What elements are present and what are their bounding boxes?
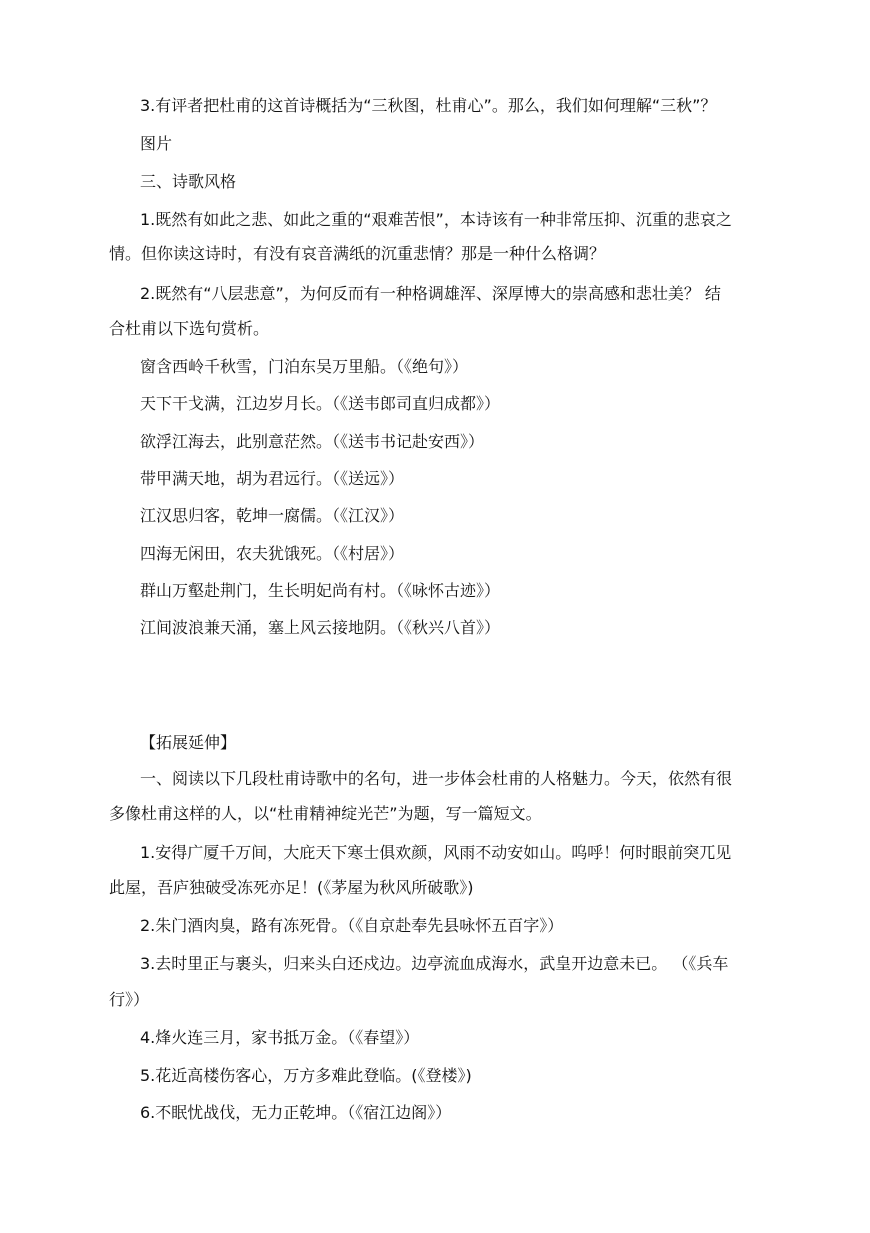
verse-line: 江间波浪兼天涌，塞上风云接地阴。（《秋兴八首》） (140, 618, 501, 637)
verse-line: 带甲满天地，胡为君远行。（《送远》） (140, 469, 405, 488)
style-question-2-line-1: 2.既然有“八层悲意”，为何反而有一种格调雄浑、深厚博大的崇高感和悲壮美？ 结 (140, 284, 721, 303)
question-3: 3.有评者把杜甫的这首诗概括为“三秋图，杜甫心”。那么，我们如何理解“三秋”？ (140, 96, 717, 115)
verse-line: 江汉思归客，乾坤一腐儒。（《江汉》） (140, 506, 405, 525)
quote-item-2: 2.朱门酒肉臭，路有冻死骨。（《自京赴奉先县咏怀五百字》） (140, 916, 564, 935)
quote-item-1-line-1: 1.安得广厦千万间，大庇天下寒士俱欢颜，风雨不动安如山。呜呼！何时眼前突兀见 (140, 843, 732, 862)
verse-line: 群山万壑赴荆门，生长明妃尚有村。（《咏怀古迹》） (140, 581, 501, 600)
verse-line: 天下干戈满，江边岁月长。（《送韦郎司直归成都》） (140, 394, 501, 413)
section-heading-poetry-style: 三、诗歌风格 (140, 172, 237, 191)
image-placeholder-text: 图片 (140, 134, 173, 153)
section-heading-extension: 【拓展延伸】 (140, 733, 237, 752)
style-question-1-line-1: 1.既然有如此之悲、如此之重的“艰难苦恨”，本诗该有一种非常压抑、沉重的悲哀之 (140, 210, 732, 229)
quote-item-4: 4.烽火连三月，家书抵万金。（《春望》） (140, 1028, 420, 1047)
quote-item-6: 6.不眠忧战伐，无力正乾坤。（《宿江边阁》） (140, 1103, 452, 1122)
extension-intro-line-1: 一、阅读以下几段杜甫诗歌中的名句，进一步体会杜甫的人格魅力。今天，依然有很 (140, 769, 733, 788)
style-question-2-line-2: 合杜甫以下选句赏析。 (109, 319, 270, 338)
verse-line: 欲浮江海去，此别意茫然。（《送韦书记赴安西》） (140, 432, 485, 451)
quote-item-3-line-2: 行》） (109, 990, 150, 1009)
extension-intro-line-2: 多像杜甫这样的人，以“杜甫精神绽光芒”为题，写一篇短文。 (109, 804, 542, 823)
quote-item-5: 5.花近高楼伤客心，万方多难此登临。(《登楼》) (140, 1066, 472, 1085)
style-question-1-line-2: 情。但你读这诗时，有没有哀音满纸的沉重悲情？那是一种什么格调？ (109, 244, 606, 263)
quote-item-1-line-2: 此屋，吾庐独破受冻死亦足！(《茅屋为秋风所破歌》) (109, 878, 474, 897)
verse-line: 四海无闲田，农夫犹饿死。（《村居》） (140, 544, 405, 563)
quote-item-3-line-1: 3.去时里正与裹头，归来头白还戍边。边亭流血成海水，武皇开边意未已。 （《兵车 (140, 954, 729, 973)
verse-line: 窗含西岭千秋雪，门泊东吴万里船。（《绝句》） (140, 357, 469, 376)
